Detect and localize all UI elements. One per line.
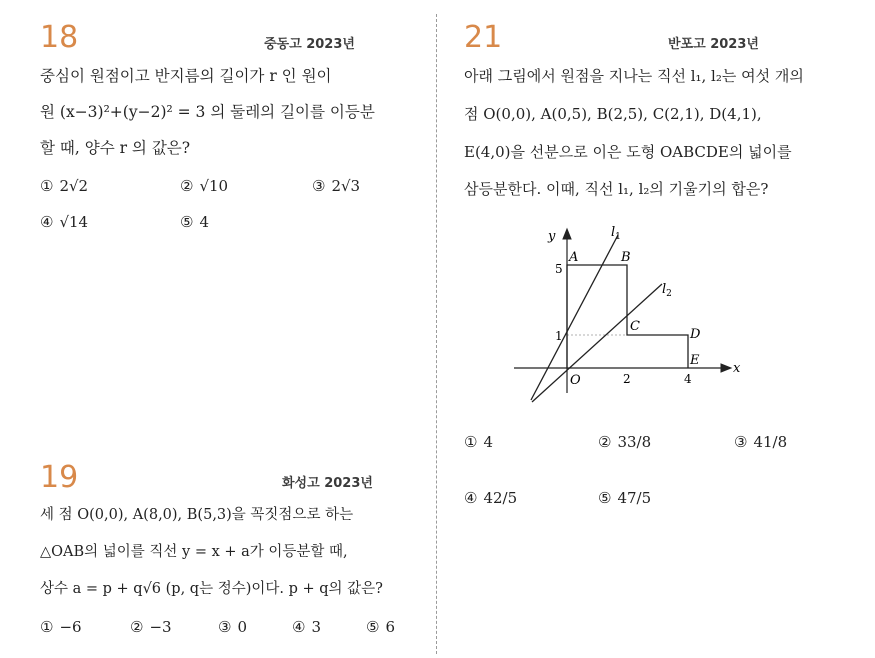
left-column [0,0,436,658]
axis-label-x: x [733,361,741,376]
choice-marker-4: ④ [464,489,478,507]
q19-choice-1[interactable]: ① −6 [40,618,82,636]
choice-marker-3: ③ [218,618,232,636]
choice-marker-5: ⑤ [180,213,194,231]
q21-text-line2: 점 O(0,0), A(0,5), B(2,5), C(2,1), D(4,1), [464,105,762,123]
point-label-E: E [690,353,700,368]
q21-text-line4: 삼등분한다. 이때, 직선 l₁, l₂의 기울기의 합은? [464,180,769,198]
q19-choice-5[interactable]: ⑤ 6 [366,618,395,636]
q18-choice-2[interactable]: ② √10 [180,177,229,195]
q18-text-line1: 중심이 원점이고 반지름의 길이가 r 인 원이 [40,67,332,85]
q18-choice-5[interactable]: ⑤ 4 [180,213,209,231]
choice-marker-5: ⑤ [598,489,612,507]
q18-text-line2: 원 (x−3)²+(y−2)² = 3 의 둘레의 길이를 이등분 [40,103,375,121]
q19-choice-2[interactable]: ② −3 [130,618,172,636]
q19-choice-4[interactable]: ④ 3 [292,618,321,636]
tick-label-5: 5 [555,262,563,276]
q19-text-line1: 세 점 O(0,0), A(8,0), B(5,3)을 꼭짓점으로 하는 [40,507,354,523]
q18-text-line3: 할 때, 양수 r 의 값은? [40,139,191,157]
choice-marker-1: ① [40,618,54,636]
axis-label-y: y [548,229,556,244]
choice-marker-3: ③ [734,433,748,451]
choice-marker-2: ② [598,433,612,451]
line-label-l2: $l_2$ [662,282,672,299]
point-label-D: D [690,327,701,342]
question-number-18: 18 [40,20,79,55]
point-label-O: O [570,373,581,388]
column-divider [436,14,437,654]
question-number-21: 21 [464,20,503,55]
tick-label-2: 2 [623,372,631,386]
polygon-OABCDE [567,265,688,368]
q18-choice-4[interactable]: ④ √14 [40,213,89,231]
choice-marker-2: ② [180,177,194,195]
choice-marker-1: ① [464,433,478,451]
q21-choice-5[interactable]: ⑤ 47/5 [598,489,652,507]
q21-text-line1: 아래 그림에서 원점을 지나는 직선 l₁, l₂는 여섯 개의 [464,67,804,85]
choice-marker-4: ④ [40,213,54,231]
q21-text-line3: E(4,0)을 선분으로 이은 도형 OABCDE의 넓이를 [464,143,792,161]
choice-marker-5: ⑤ [366,618,380,636]
q21-choice-1[interactable]: ① 4 [464,433,493,451]
right-column [438,0,875,658]
point-label-C: C [630,319,640,334]
line-l2 [532,284,662,402]
question-number-19: 19 [40,460,79,495]
q18-choice-3[interactable]: ③ 2√3 [312,177,361,195]
school-label-18: 중동고 2023년 [264,37,355,52]
school-label-21: 반포고 2023년 [668,37,759,52]
choice-marker-3: ③ [312,177,326,195]
q19-choice-3[interactable]: ③ 0 [218,618,247,636]
choice-marker-2: ② [130,618,144,636]
choice-marker-1: ① [40,177,54,195]
q21-choice-2[interactable]: ② 33/8 [598,433,652,451]
q19-text-line2: △OAB의 넓이를 직선 y = x + a가 이등분할 때, [40,544,348,560]
q21-figure [504,218,764,418]
school-label-19: 화성고 2023년 [282,476,373,491]
tick-label-1: 1 [555,329,563,343]
q21-choice-4[interactable]: ④ 42/5 [464,489,518,507]
point-label-A: A [569,250,579,265]
choice-marker-4: ④ [292,618,306,636]
point-label-B: B [621,250,631,265]
line-label-l1: $l_1$ [611,225,621,242]
q18-choice-1[interactable]: ① 2√2 [40,177,89,195]
tick-label-4: 4 [684,372,692,386]
q21-choice-3[interactable]: ③ 41/8 [734,433,788,451]
q19-text-line3: 상수 a = p + q√6 (p, q는 정수)이다. p + q의 값은? [40,581,383,597]
